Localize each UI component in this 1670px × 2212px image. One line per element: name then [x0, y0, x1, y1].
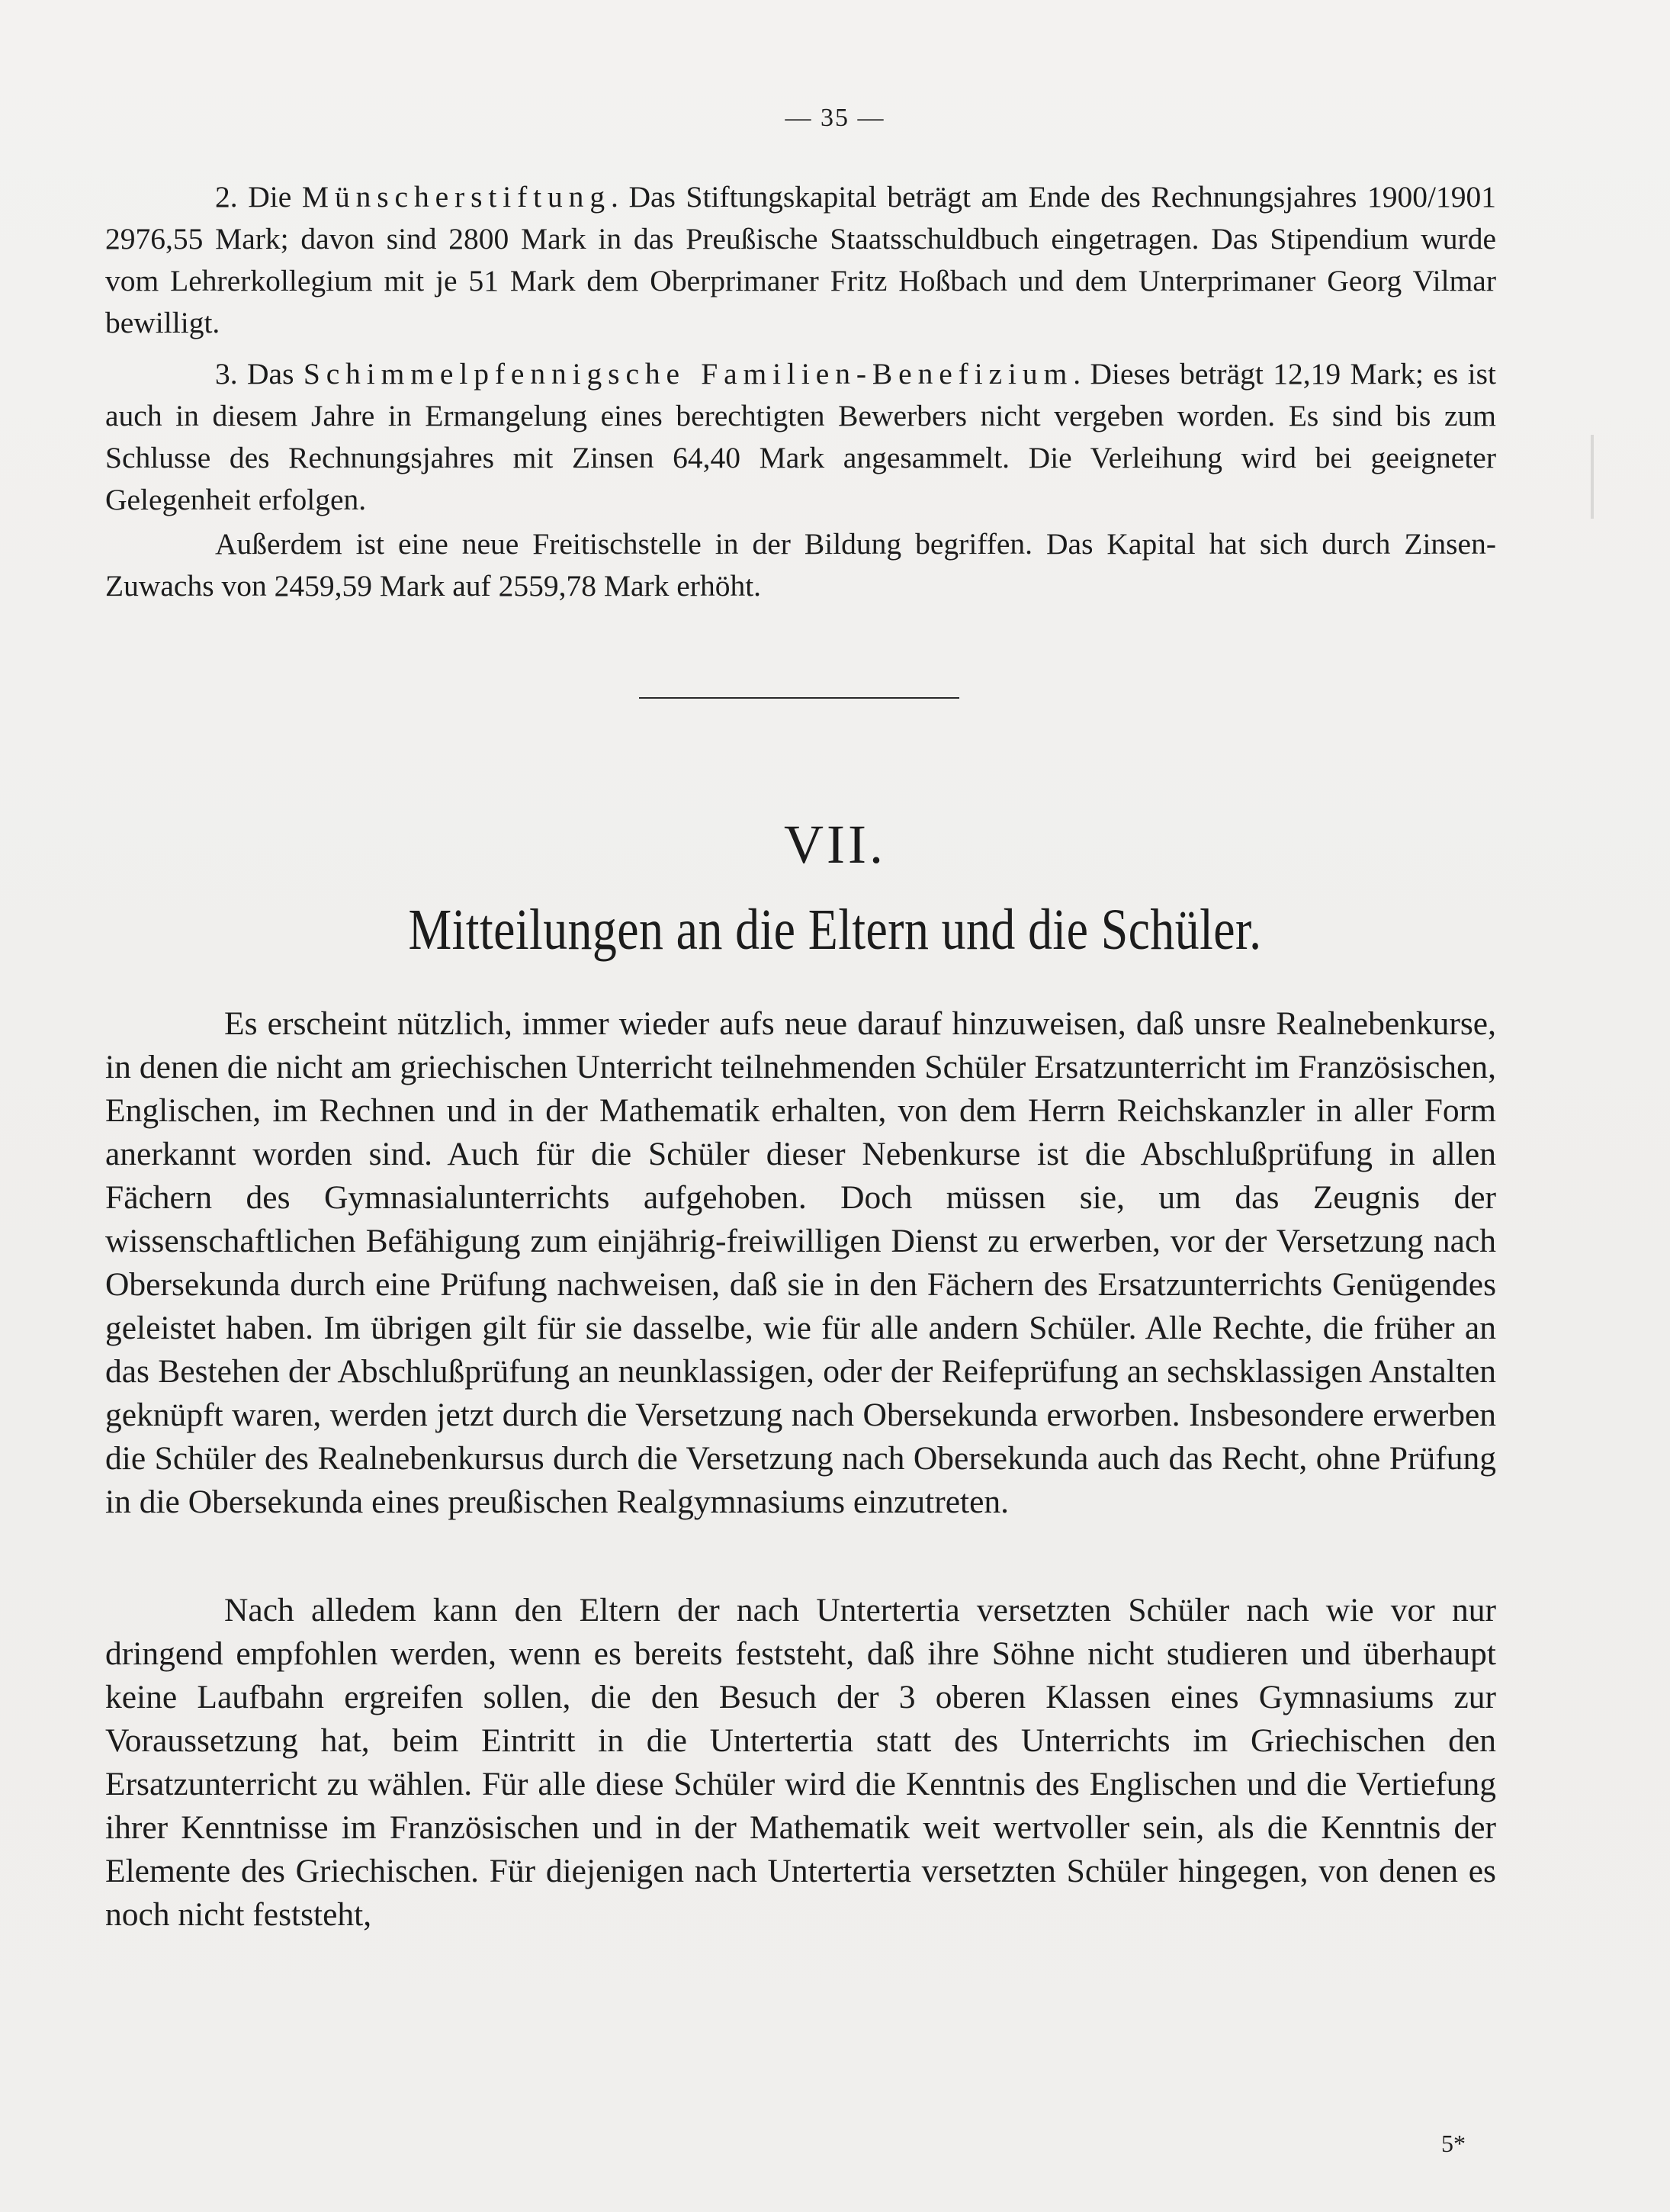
- paragraph-familien-benefizium: [105, 353, 1496, 521]
- paragraph-realnebenkurse: Es erscheint nützlich, immer wieder aufs neue darauf hinzuweisen, daß unsre Realnebenkurse, in denen die nicht am griechischen Unterricht teilnehmenden Schüler Ersatzunterricht im Französischen, Englischen, im Rechnen und in der Mathematik erhalten, von dem Herrn Reichskanzler in aller Form anerkannt worden sind. Auch für die Schüler dieser Nebenkurse ist die Abschlußprüfung in allen Fächern des Gymnasialunterrichts aufgehoben. Doch müssen sie, um das Zeugnis der wissenschaftlichen Befähigung zum einjährig-freiwilligen Dienst zu erwerben, vor der Versetzung nach Obersekunda durch eine Prüfung nachweisen, daß sie in den Fächern des Ersatzunterrichts Genügendes geleistet haben. Im übrigen gilt für sie dasselbe, wie für alle andern Schüler. Alle Rechte, die früher an das Bestehen der Abschlußprüfung an neunklassigen, oder der Reifeprüfung an sechsklassigen Anstalten geknüpft waren, werden jetzt durch die Versetzung nach Obersekunda erworben. Insbesondere erwerben die Schüler des Realnebenkursus durch die Versetzung nach Obersekunda auch das Recht, ohne Prüfung in die Obersekunda eines preußischen Realgymnasiums einzutreten.: [105, 1005, 1496, 1520]
- paragraph-freitischstelle: [105, 523, 1496, 607]
- foundation-name: Münscherstiftung: [301, 180, 611, 214]
- paragraph-lead: 3. Das: [215, 357, 303, 391]
- paragraph-text: . Dieses beträgt 12,19 Mark; es ist auch in diesem Jahre in Ermangelung eines berechtigten Bewerbers nicht vergeben worden. Es sind bis zum Schlusse des Rechnungsjahres mit Zinsen 64,40 Mark angesammelt. Die Verleihung wird bei geeigneter Gelegenheit erfolgen.: [105, 357, 1496, 516]
- chapter-number: VII.: [784, 814, 886, 875]
- paragraph-empfehlung: Nach alledem kann den Eltern der nach Untertertia versetzten Schüler nach wie vor nur dringend empfohlen werden, wenn es bereits feststeht, daß ihre Söhne nicht studieren und überhaupt keine Laufbahn ergreifen sollen, die den Besuch der 3 oberen Klassen eines Gymnasiums zur Voraussetzung hat, beim Eintritt in die Untertertia statt des Unterrichts im Griechischen den Ersatzunterricht zu wählen. Für alle diese Schüler wird die Kenntnis des Englischen und die Vertiefung ihrer Kenntnisse im Französischen und in der Mathematik weit wertvoller sein, als die Kenntnis der Elemente des Griechischen. Für diejenigen nach Untertertia versetzten Schüler hingegen, von denen es noch nicht feststeht,: [105, 1592, 1496, 1933]
- foundation-name: Schimmelpfennigsche Familien-Benefizium: [303, 357, 1074, 391]
- paragraph-text: . Das Stiftungskapital beträgt am Ende des Rechnungsjahres 1900/1901 2976,55 Mark; davon sind 2800 Mark in das Preußische Staatsschuldbuch eingetragen. Das Stipendium wurde vom Lehrerkollegium mit je 51 Mark dem Oberprimaner Fritz Hoßbach und dem Unterprimaner Georg Vilmar bewilligt.: [105, 180, 1496, 339]
- paragraph-lead: 2. Die: [215, 180, 302, 214]
- paragraph-muenscherstiftung: [105, 176, 1496, 344]
- printer-signature: 5*: [1441, 2130, 1466, 2157]
- paragraph-text: Außerdem ist eine neue Freitischstelle in der Bildung begriffen. Das Kapital hat sich durch Zinsen-Zuwachs von 2459,59 Mark auf 2559,78 Mark erhöht.: [105, 527, 1496, 603]
- page-number: — 35 —: [785, 104, 885, 132]
- bleed-through-mark: [1591, 435, 1594, 519]
- section-divider: [639, 697, 959, 699]
- chapter-title: Mitteilungen an die Eltern und die Schüler.: [408, 898, 1262, 962]
